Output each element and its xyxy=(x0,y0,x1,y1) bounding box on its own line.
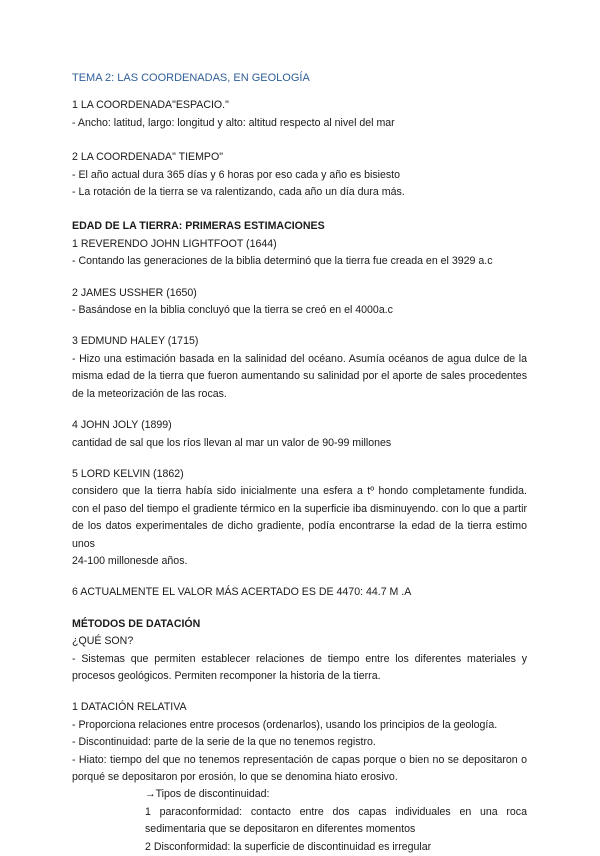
paragraph: cantidad de sal que los ríos llevan al mar un valor de 90-99 millones xyxy=(72,436,392,449)
question: ¿QUÉ SON? xyxy=(72,635,134,648)
section-heading-espacio: 1 LA COORDENADA"ESPACIO." xyxy=(72,99,229,112)
paragraph: 24-100 millonesde años. xyxy=(72,554,188,567)
section-heading-tiempo: 2 LA COORDENADA" TIEMPO" xyxy=(72,151,223,164)
paragraph: considero que la tierra había sido inicialmente una esfera a tº hondo completamente fundida. con el paso del tiempo el gradiente térmico en la superficie iba disminuyendo. con lo que a partir de los datos experimentales de dicho gradiente, podía encontrarse la edad de la tierra estimo unos xyxy=(72,485,527,550)
paragraph: - El año actual dura 365 días y 6 horas por eso cada y año es bisiesto xyxy=(72,168,401,181)
list-item: 1 paraconformidad: contacto entre dos capas individuales en una roca sedimentaria que se depositaron en diferentes momentos xyxy=(145,805,527,836)
item-title: 6 ACTUALMENTE EL VALOR MÁS ACERTADO ES DE 4470: 44.7 M .A xyxy=(72,586,412,599)
paragraph: - Sistemas que permiten establecer relaciones de tiempo entre los diferentes materiales y procesos geológicos. Permiten recomponer la historia de la tierra. xyxy=(72,652,527,682)
document-title: TEMA 2: LAS COORDENADAS, EN GEOLOGÍA xyxy=(72,72,310,84)
section-heading-metodos: MÉTODOS DE DATACIÓN xyxy=(72,617,201,630)
list-heading: →Tipos de discontinuidad: xyxy=(145,788,270,801)
item-title: 4 JOHN JOLY (1899) xyxy=(72,419,172,432)
paragraph: - Hiato: tiempo del que no tenemos representación de capas porque o bien no se depositaron o porqué se depositaron por erosión, lo que se denomina hiato erosivo. xyxy=(72,753,527,783)
paragraph: - Discontinuidad: parte de la serie de la que no tenemos registro. xyxy=(72,736,376,749)
paragraph: - La rotación de la tierra se va ralentizando, cada año un día dura más. xyxy=(72,186,405,199)
paragraph: - Contando las generaciones de la biblia determinó que la tierra fue creada en el 3929 a.c xyxy=(72,255,493,268)
item-title: 2 JAMES USSHER (1650) xyxy=(72,286,197,299)
paragraph: - Hizo una estimación basada en la salinidad del océano. Asumía océanos de agua dulce de la misma edad de la tierra que fueron aumentando su salinidad por el aporte de sales procedentes de la meteorización de las rocas. xyxy=(72,352,527,400)
item-title: 1 REVERENDO JOHN LIGHTFOOT (1644) xyxy=(72,237,277,250)
paragraph: - Proporciona relaciones entre procesos (ordenarlos), usando los principios de la geología. xyxy=(72,718,498,731)
paragraph: - Basándose en la biblia concluyó que la tierra se creó en el 4000a.c xyxy=(72,304,393,317)
document-page xyxy=(72,70,527,856)
item-title: 1 DATACIÓN RELATIVA xyxy=(72,701,187,714)
paragraph: - Ancho: latitud, largo: longitud y alto: altitud respecto al nivel del mar xyxy=(72,116,395,129)
item-title: 5 LORD KELVIN (1862) xyxy=(72,467,184,480)
section-heading-edad: EDAD DE LA TIERRA: PRIMERAS ESTIMACIONES xyxy=(72,220,325,233)
item-title: 3 EDMUND HALEY (1715) xyxy=(72,335,199,348)
list-item: 2 Disconformidad: la superficie de discontinuidad es irregular xyxy=(145,840,432,853)
